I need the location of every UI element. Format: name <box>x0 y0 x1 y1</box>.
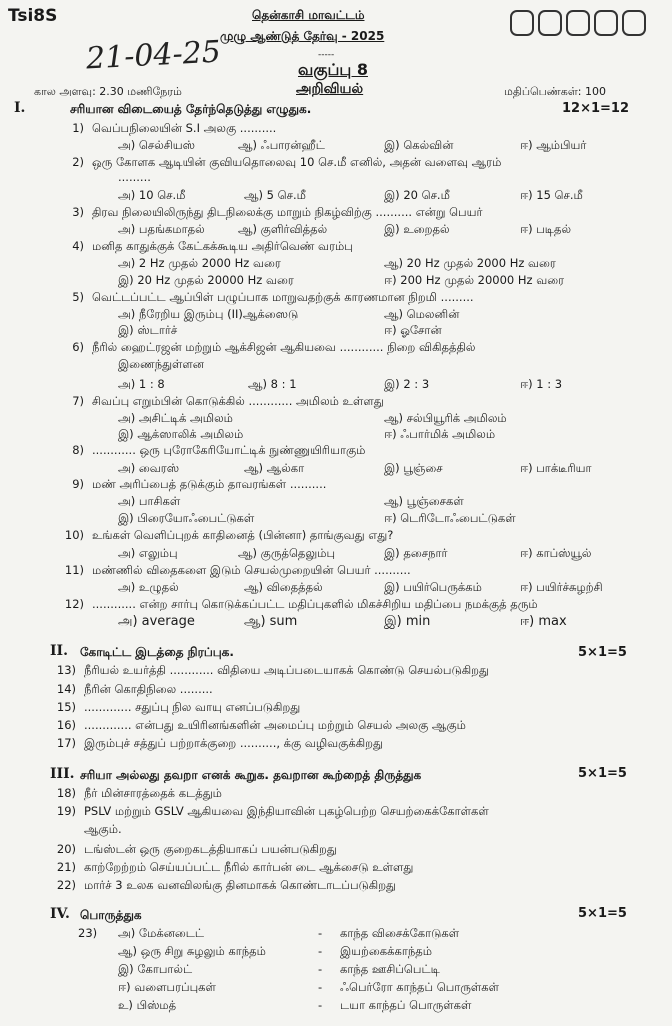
q11-option-d: ஈ) பயிர்ச்சுழற்சி <box>520 580 603 594</box>
q8-option-a: அ) வைரஸ் <box>118 461 180 475</box>
time-duration: கால அளவு: 2.30 மணிநேரம் <box>34 85 182 98</box>
divider-dashes: ----- <box>318 50 335 60</box>
q7-option-d: ஈ) ஃபார்மிக் அமிலம் <box>384 427 496 441</box>
q1-option-a: அ) செல்சியஸ் <box>118 138 196 152</box>
q2-dots: ......... <box>118 170 151 184</box>
section-1-score: 12×1=12 <box>562 101 630 116</box>
question-13: 13) நீரியல் உயர்த்தி ............ விதியை அடிப்படையாகக் கொண்டு செயல்படுகிறது <box>56 663 489 677</box>
q7-option-c: இ) ஆக்ஸாலிக் அமிலம் <box>118 427 244 441</box>
q8-option-c: இ) பூஞ்சை <box>384 461 443 475</box>
match-dash: - <box>318 926 323 940</box>
q9-option-a: அ) பாசிகள் <box>118 494 181 508</box>
question-6-continued: இணைந்துள்ளன <box>118 357 204 371</box>
q11-option-b: ஆ) விதைத்தல் <box>244 580 323 594</box>
q10-option-d: ஈ) காப்ஸ்யூல் <box>520 546 592 560</box>
q12-option-d: ஈ) max <box>520 614 567 629</box>
section-3-title: சரியா அல்லது தவறா எனக் கூறுக. தவறான கூற்றைத் திருத்துக <box>80 768 422 782</box>
q3-option-a: அ) பதங்கமாதல் <box>118 222 205 236</box>
q8-option-d: ஈ) பாக்டீரியா <box>520 461 592 475</box>
register-box <box>566 10 590 36</box>
subject-title: அறிவியல் <box>296 81 364 97</box>
section-4-number: IV. <box>50 906 70 922</box>
q9-option-d: ஈ) டெரிடோஃபைட்டுகள் <box>384 511 516 525</box>
class-title: வகுப்பு 8 <box>298 60 368 79</box>
q1-option-d: ஈ) ஆம்பியர் <box>520 138 587 152</box>
q6-option-d: ஈ) 1 : 3 <box>520 377 563 391</box>
q8-option-b: ஆ) ஆல்கா <box>244 461 305 475</box>
q5-option-c: இ) ஸ்டார்ச் <box>118 323 178 337</box>
question-17: 17) இரும்புச் சத்துப் பற்றாக்குறை .........., க்கு வழிவகுக்கிறது <box>56 736 383 750</box>
question-19: 19) PSLV மற்றும் GSLV ஆகியவை இந்தியாவின் புகழ்பெற்ற செயற்கைக்கோள்கள் <box>56 804 489 818</box>
question-6: 6) நீரில் ஹைட்ரஜன் மற்றும் ஆக்சிஜன் ஆகியவை ............ நிறை விகிதத்தில் <box>72 340 476 354</box>
exam-title: முழு ஆண்டுத் தேர்வு - 2025 <box>220 29 385 43</box>
district-title: தென்காசி மாவட்டம் <box>252 8 365 22</box>
q2-option-a: அ) 10 செ.மீ <box>118 188 186 202</box>
q2-option-d: ஈ) 15 செ.மீ <box>520 188 583 202</box>
question-8: 8) ............ ஒரு புரோகேரியோட்டிக் நுண்ணுயிரியாகும் <box>72 443 366 457</box>
handwritten-date: 21-04-25 <box>85 34 222 77</box>
q10-option-a: அ) எலும்பு <box>118 546 178 560</box>
q12-option-c: இ) min <box>384 614 431 629</box>
q5-option-a: அ) நீரேறிய இரும்பு (II)ஆக்ஸைடு <box>118 307 299 321</box>
q1-option-c: இ) கெல்வின் <box>384 138 454 152</box>
match-left-e: உ) பிஸ்மத் <box>118 998 177 1012</box>
match-dash: - <box>318 998 323 1012</box>
match-left-b: ஆ) ஒரு சிறு சுழலும் காந்தம் <box>118 944 266 958</box>
q12-option-b: ஆ) sum <box>244 614 298 629</box>
register-number-boxes <box>510 10 646 36</box>
question-23-number: 23) <box>78 926 98 940</box>
q2-option-c: இ) 20 செ.மீ <box>384 188 450 202</box>
question-22: 22) மார்ச் 3 உலக வனவிலங்கு தினமாகக் கொண்டாடப்படுகிறது <box>56 878 396 892</box>
match-right-5: டயா காந்தப் பொருள்கள் <box>340 998 472 1012</box>
question-20: 20) டங்ஸ்டன் ஒரு குறைகடத்தியாகப் பயன்படுகிறது <box>56 842 337 856</box>
match-left-a: அ) மேக்னடைட் <box>118 926 205 940</box>
section-2-title: கோடிட்ட இடத்தை நிரப்புக. <box>80 645 234 659</box>
q9-option-b: ஆ) பூஞ்சைகள் <box>384 494 464 508</box>
section-1-number: I. <box>14 100 26 116</box>
question-2: 2) ஒரு கோளக ஆடியின் குவியதொலைவு 10 செ.மீ எனில், அதன் வளைவு ஆரம் <box>72 155 502 169</box>
register-box <box>622 10 646 36</box>
q7-option-a: அ) அசிட்டிக் அமிலம் <box>118 411 233 425</box>
q3-option-c: இ) உறைதல் <box>384 222 450 236</box>
match-left-d: ஈ) வளைபரப்புகள் <box>118 980 216 994</box>
q4-option-a: அ) 2 Hz முதல் 2000 Hz வரை <box>118 256 281 270</box>
register-box <box>538 10 562 36</box>
question-15: 15) ............. சதுப்பு நில வாயு எனப்படுகிறது <box>56 700 301 714</box>
question-7: 7) சிவப்பு எறும்பின் கொடுக்கில் ............ அமிலம் உள்ளது <box>72 394 384 408</box>
section-3-score: 5×1=5 <box>578 766 627 781</box>
match-right-3: காந்த ஊசிப்பெட்டி <box>340 962 440 976</box>
q7-option-b: ஆ) சல்பியூரிக் அமிலம் <box>384 411 507 425</box>
question-5: 5) வெட்டப்பட்ட ஆப்பிள் பழுப்பாக மாறுவதற்குக் காரணமான நிறமி ......... <box>72 290 474 304</box>
match-dash: - <box>318 962 323 976</box>
q3-option-b: ஆ) குளிர்வித்தல் <box>238 222 328 236</box>
question-12: 12) ............ என்ற சார்பு கொடுக்கப்பட்ட மதிப்புகளில் மிகச்சிறிய மதிப்பை நமக்குத் தரும் <box>64 597 538 611</box>
total-marks: மதிப்பெண்கள்: 100 <box>504 85 606 98</box>
question-3: 3) திரவ நிலையிலிருந்து திடநிலைக்கு மாறும் நிகழ்விற்கு .......... என்று பெயர் <box>72 205 483 219</box>
question-11: 11) மண்ணில் விதைகளை இடும் செயல்முறையின் பெயர் .......... <box>64 563 411 577</box>
question-16: 16) ............. என்பது உயிரினங்களின் அமைப்பு மற்றும் செயல் அலகு ஆகும் <box>56 718 466 732</box>
q2-option-b: ஆ) 5 செ.மீ <box>244 188 306 202</box>
match-right-4: ஃபெர்ரோ காந்தப் பொருள்கள் <box>340 980 500 994</box>
paper-code: Tsi8S <box>8 6 58 26</box>
question-21: 21) காற்றேற்றம் செய்யப்பட்ட நீரில் கார்பன் டை ஆக்சைடு உள்ளது <box>56 860 414 874</box>
q5-option-b: ஆ) மெலனின் <box>384 307 460 321</box>
q6-option-b: ஆ) 8 : 1 <box>248 377 297 391</box>
section-2-number: II. <box>50 643 68 659</box>
q4-option-b: ஆ) 20 Hz முதல் 2000 Hz வரை <box>384 256 556 270</box>
question-1: 1) வெப்பநிலையின் S.I அலகு .......... <box>72 121 277 135</box>
question-19-continued: ஆகும். <box>84 822 122 836</box>
section-4-title: பொருத்துக <box>80 908 142 922</box>
q11-option-c: இ) பயிர்பெருக்கம் <box>384 580 482 594</box>
q5-option-d: ஈ) ஓசோன் <box>384 323 442 337</box>
register-box <box>594 10 618 36</box>
q11-option-a: அ) உழுதல் <box>118 580 179 594</box>
q6-option-c: இ) 2 : 3 <box>384 377 430 391</box>
question-18: 18) நீர் மின்சாரத்தைக் கடத்தும் <box>56 786 222 800</box>
q1-option-b: ஆ) ஃபாரன்ஹீட் <box>238 138 325 152</box>
question-4: 4) மனித காதுக்குக் கேட்கக்கூடிய அதிர்வெண் வரம்பு <box>72 239 353 253</box>
question-9: 9) மண் அரிப்பைத் தடுக்கும் தாவரங்கள் .......... <box>72 477 327 491</box>
q6-option-a: அ) 1 : 8 <box>118 377 165 391</box>
match-right-2: இயற்கைக்காந்தம் <box>340 944 432 958</box>
match-dash: - <box>318 944 323 958</box>
q10-option-b: ஆ) குருத்தெலும்பு <box>238 546 336 560</box>
q4-option-c: இ) 20 Hz முதல் 20000 Hz வரை <box>118 273 294 287</box>
q4-option-d: ஈ) 200 Hz முதல் 20000 Hz வரை <box>384 273 565 287</box>
q12-option-a: அ) average <box>118 614 195 629</box>
match-left-c: இ) கோபால்ட் <box>118 962 193 976</box>
q9-option-c: இ) பிரையோஃபைட்டுகள் <box>118 511 255 525</box>
register-box <box>510 10 534 36</box>
section-3-number: III. <box>50 766 75 782</box>
section-1-title: சரியான விடையைத் தேர்ந்தெடுத்து எழுதுக. <box>70 102 312 116</box>
q3-option-d: ஈ) படிதல் <box>520 222 571 236</box>
match-right-1: காந்த விசைக்கோடுகள் <box>340 926 460 940</box>
question-14: 14) நீரின் கொதிநிலை ......... <box>56 682 213 696</box>
section-2-score: 5×1=5 <box>578 645 627 660</box>
match-dash: - <box>318 980 323 994</box>
q10-option-c: இ) தசைநார் <box>384 546 448 560</box>
question-10: 10) உங்கள் வெளிப்புறக் காதினைத் (பின்னா) தாங்குவது எது? <box>64 528 394 542</box>
section-4-score: 5×1=5 <box>578 906 627 921</box>
